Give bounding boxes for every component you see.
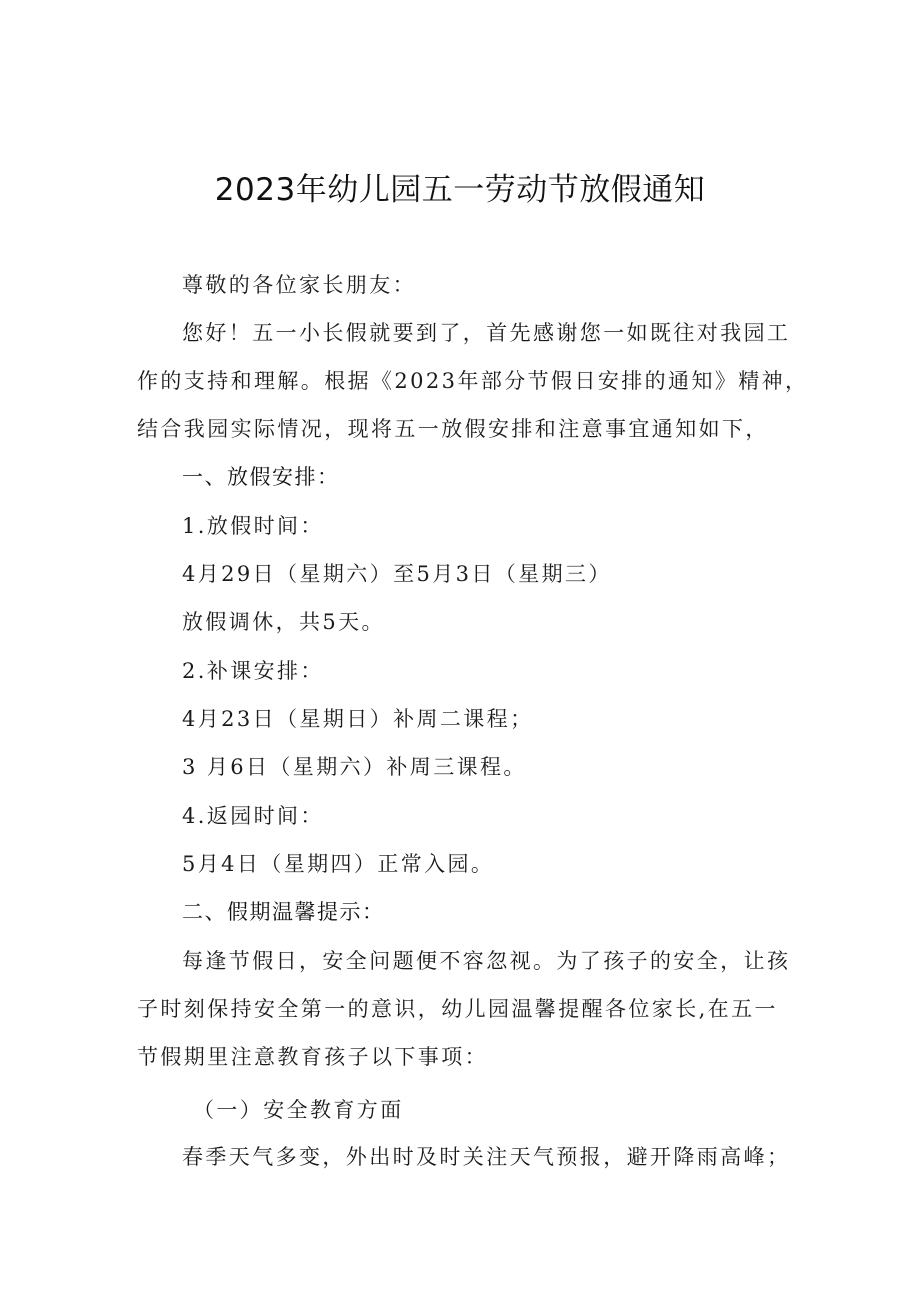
item-2-line-1: 4月23日（星期日）补周二课程； bbox=[182, 707, 534, 731]
section-1-heading: 一、放假安排： bbox=[182, 465, 340, 489]
item-3-line-1: 5月4日（星期四）正常入园。 bbox=[182, 852, 495, 876]
item-1-line-2: 放假调休，共5天。 bbox=[182, 610, 385, 634]
item-1-line-1: 4月29日（星期六）至5月3日（星期三） bbox=[182, 562, 612, 586]
item-2-label: 2.补课安排： bbox=[182, 659, 324, 683]
sub-heading-safety: （一）安全教育方面 bbox=[193, 1098, 404, 1122]
document-title: 2023年幼儿园五一劳动节放假通知 bbox=[214, 172, 706, 208]
intro-line-2: 作的支持和理解。根据《2023年部分节假日安排的通知》精神， bbox=[137, 369, 809, 393]
item-2-line-2: 3 月6日（星期六）补周三课程。 bbox=[182, 755, 527, 779]
section-2-heading: 二、假期温馨提示： bbox=[182, 900, 385, 924]
tips-line-1: 每逢节假日，安全问题便不容忽视。为了孩子的安全，让孩 bbox=[182, 949, 791, 973]
tips-line-3: 节假期里注意教育孩子以下事项： bbox=[137, 1045, 488, 1069]
greeting: 尊敬的各位家长朋友： bbox=[182, 273, 416, 297]
item-3-label: 4.返园时间： bbox=[182, 804, 324, 828]
intro-line-1: 您好！五一小长假就要到了，首先感谢您一如既往对我园工 bbox=[182, 321, 791, 345]
tips-line-2: 子时刻保持安全第一的意识，幼儿园温馨提醒各位家长,在五一 bbox=[137, 997, 778, 1021]
item-1-label: 1.放假时间： bbox=[182, 514, 324, 538]
safety-line-1: 春季天气多变，外出时及时关注天气预报，避开降雨高峰； bbox=[182, 1145, 791, 1169]
intro-line-3: 结合我园实际情况，现将五一放假安排和注意事宜通知如下， bbox=[137, 417, 769, 441]
